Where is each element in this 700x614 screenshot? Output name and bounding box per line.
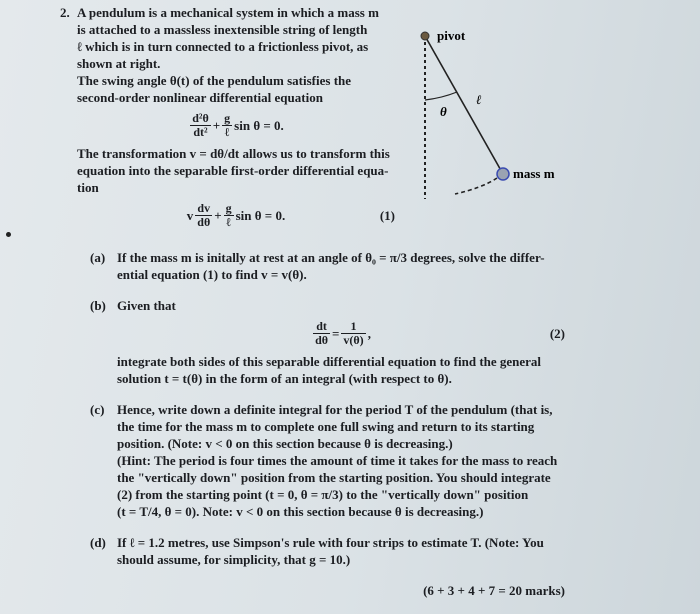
problem-top bbox=[0, 4, 700, 235]
frac-num: g bbox=[225, 201, 232, 215]
part-a bbox=[90, 249, 565, 283]
intro-line: is attached to a massless inextensible string of length bbox=[77, 22, 368, 37]
intro-line: second-order nonlinear differential equation bbox=[77, 90, 323, 105]
plus: + bbox=[212, 118, 221, 133]
intro-line: The swing angle θ(t) of the pendulum satisfies the bbox=[77, 73, 352, 88]
bullet-dot bbox=[6, 232, 11, 237]
equals: = bbox=[332, 326, 340, 341]
v: v bbox=[186, 208, 194, 223]
pivot-label: pivot bbox=[437, 28, 466, 43]
part-c-text bbox=[117, 401, 565, 520]
equation-2 bbox=[117, 320, 565, 347]
part-c bbox=[90, 401, 565, 520]
equation-1 bbox=[77, 202, 395, 229]
transform-line: tion bbox=[77, 180, 99, 195]
intro-line: ℓ which is in turn connected to a frictionless pivot, as bbox=[77, 39, 369, 54]
swing-dashed-arc bbox=[455, 178, 497, 194]
frac-den: v(θ) bbox=[343, 333, 364, 347]
main-equation bbox=[77, 112, 395, 139]
part-c-line: Hence, write down a definite integral for the period T of the pendulum (that is, bbox=[117, 402, 553, 417]
part-c-line: position. (Note: v < 0 on this section because θ is decreasing.) bbox=[117, 436, 453, 451]
transform-line: The transformation v = dθ/dt allows us to transform this bbox=[77, 146, 390, 161]
plus: + bbox=[214, 208, 222, 223]
part-b-label: (b) bbox=[90, 298, 106, 313]
angle-arc bbox=[425, 92, 457, 100]
problem-text bbox=[77, 4, 395, 235]
transform-line: equation into the separable first-order differential equa- bbox=[77, 163, 389, 178]
intro-line: shown at right. bbox=[77, 56, 161, 71]
intro-line: A pendulum is a mechanical system in which a mass m bbox=[77, 5, 379, 20]
part-b-line: integrate both sides of this separable differential equation to find the general bbox=[117, 354, 542, 369]
comma: , bbox=[367, 326, 371, 341]
part-b-line: solution t = t(θ) in the form of an integral (with respect to θ). bbox=[117, 371, 452, 386]
part-a-text bbox=[117, 249, 565, 283]
pivot-point bbox=[421, 32, 429, 40]
frac-num: g bbox=[224, 111, 231, 125]
part-c-line: (Hint: The period is four times the amount of time it takes for the mass to reach bbox=[117, 453, 558, 468]
angle-label: θ bbox=[440, 104, 447, 119]
part-c-line: (2) from the starting point (t = 0, θ = π/3) to the "vertically down" position bbox=[117, 487, 529, 502]
eq-rest: sin θ = 0. bbox=[234, 118, 284, 133]
part-b-text bbox=[117, 297, 565, 387]
frac-num: d²θ bbox=[192, 111, 209, 125]
part-d-text bbox=[117, 534, 565, 568]
length-label: ℓ bbox=[476, 92, 482, 107]
frac-num: dv bbox=[195, 202, 212, 216]
part-d bbox=[90, 534, 565, 568]
part-c-line: the time for the mass m to complete one full swing and return to its starting bbox=[117, 419, 535, 434]
eq-rest: sin θ = 0. bbox=[235, 208, 286, 223]
marks-total: (6 + 3 + 4 + 7 = 20 marks) bbox=[423, 583, 565, 598]
part-c-line: (t = T/4, θ = 0). Note: v < 0 on this section because θ is decreasing.) bbox=[117, 504, 484, 519]
frac-den: dθ bbox=[315, 333, 328, 347]
frac-num: 1 bbox=[341, 320, 365, 334]
part-d-label: (d) bbox=[90, 535, 106, 550]
part-d-line: If ℓ = 1.2 metres, use Simpson's rule with four strips to estimate T. (Note: You bbox=[117, 535, 544, 550]
part-a-line: ential equation (1) to find v = v(θ). bbox=[117, 267, 307, 282]
equation-1-label: (1) bbox=[379, 208, 395, 223]
mass-label: mass m bbox=[513, 166, 555, 181]
part-b-intro: Given that bbox=[117, 298, 176, 313]
part-c-label: (c) bbox=[90, 402, 105, 417]
mass-circle bbox=[497, 168, 509, 180]
part-d-line: should assume, for simplicity, that g = 10.) bbox=[117, 552, 351, 567]
part-a-label: (a) bbox=[90, 250, 106, 265]
frac-den: ℓ bbox=[224, 125, 230, 139]
problem-number: 2. bbox=[60, 5, 70, 20]
part-b bbox=[90, 297, 565, 387]
frac-num: dt bbox=[313, 320, 330, 334]
part-c-line: the "vertically down" position from the starting position. You should integrate bbox=[117, 470, 551, 485]
parts bbox=[90, 249, 565, 568]
pendulum-diagram bbox=[397, 4, 597, 204]
equation-2-label: (2) bbox=[549, 326, 565, 341]
frac-den: dθ bbox=[197, 215, 211, 229]
string-line bbox=[425, 36, 503, 174]
part-a-line: If the mass m is initally at rest at an angle of θ₀ = π/3 degrees, solve the differ- bbox=[117, 250, 545, 265]
frac-den: dt² bbox=[193, 125, 208, 139]
frac-den: ℓ bbox=[226, 215, 231, 229]
